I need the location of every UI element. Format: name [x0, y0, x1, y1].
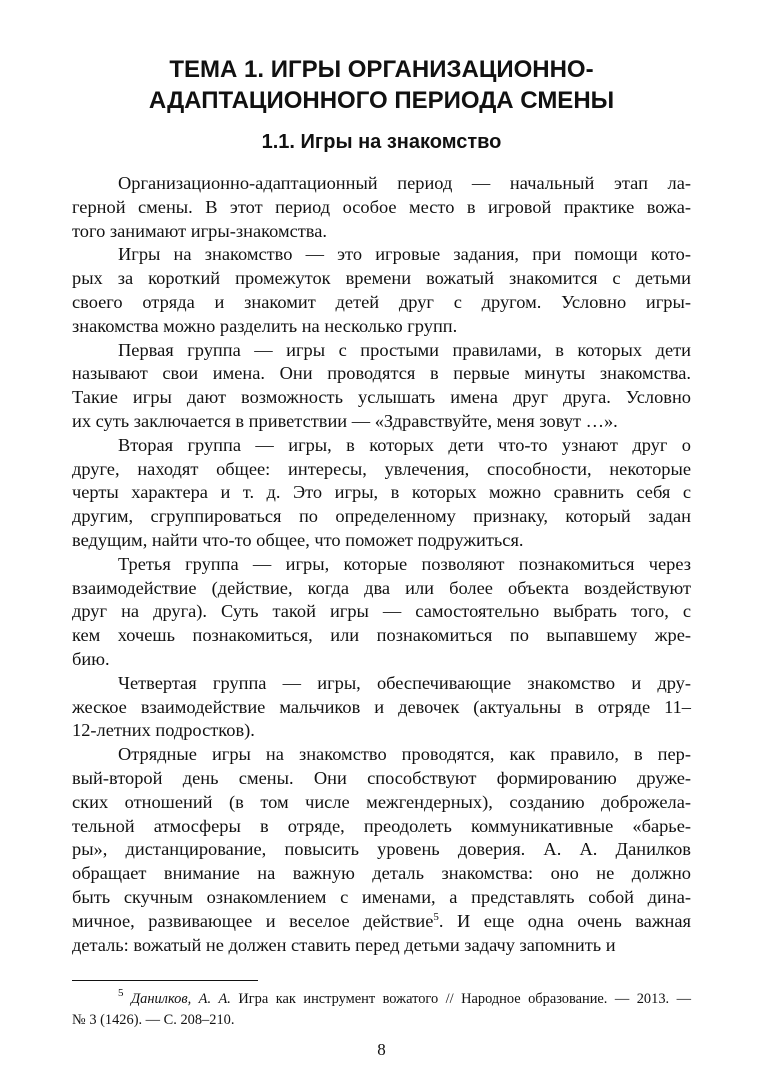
footnote-divider [72, 980, 258, 981]
text-line: своего отряда и знакомит детей друг с другом. Условно игры- [72, 291, 691, 312]
text-line: знакомства можно разделить на несколько групп. [72, 315, 458, 336]
footnote-line-2: № 3 (1426). — С. 208–210. [72, 1012, 235, 1028]
section-title: 1.1. Игры на знакомство [261, 131, 502, 153]
text-line: ских отношений (в том числе межгендерных), созданию доброжела- [72, 791, 691, 812]
footnote-reference[interactable]: 5 [433, 910, 439, 923]
text-line: кем хочешь познакомиться, или познакомиться по выпавшему жре- [72, 625, 691, 646]
text-line: Первая группа — игры с простыми правилами, в которых дети [118, 339, 691, 360]
footnote-author: Данилков, А. А. [130, 991, 231, 1007]
text-line: 12-летних подростков). [72, 720, 255, 741]
text-line: бию. [72, 648, 110, 669]
text-line: Отрядные игры на знакомство проводятся, как правило, в пер- [118, 744, 691, 765]
text-line: быть скучным ознакомлением с именами, а представлять собой дина- [72, 886, 691, 907]
text-line: Игры на знакомство — это игровые задания, при помощи кото- [118, 244, 691, 265]
text-line: мичное, развивающее и веселое действие$^5$. И еще одна очень важная [72, 910, 691, 931]
text-line: их суть заключается в приветствии — «Здравствуйте, меня зовут …». [72, 410, 618, 431]
text-line: вый-второй день смены. Они способствуют формированию друже- [72, 767, 691, 788]
footnote-marker: 5 [118, 987, 124, 999]
chapter-title-line-2: АДАПТАЦИОННОГО ПЕРИОДА СМЕНЫ [148, 87, 615, 114]
text-line: ведущим, найти что-то общее, что поможет подружиться. [72, 529, 524, 550]
text-line: того занимают игры-знакомства. [72, 220, 327, 241]
text-line: другим, сгруппироваться по определенному признаку, который задан [72, 506, 691, 527]
text-line: обращает внимание на важную деталь знакомства: оно не должно [72, 863, 691, 884]
chapter-title-line-1: ТЕМА 1. ИГРЫ ОРГАНИЗАЦИОННО- [169, 56, 594, 83]
text-line: черты характера и т. д. Это игры, в которых можно сравнить себя с [72, 482, 691, 503]
text-line: Вторая группа — игры, в которых дети что-то узнают друг о [118, 434, 691, 455]
text-line: рых за короткий промежуток времени вожатый знакомится с детьми [72, 268, 691, 289]
text-line: жеское взаимодействие мальчиков и девочек (актуальны в отряде 11– [72, 696, 691, 717]
text-line: взаимодействие (действие, когда два или более объекта воздействуют [72, 577, 691, 598]
footnote-line-1: $^5$ Данилков, А. А. Игра как инструмент вожатого // Народное образование. — 2013. — [118, 987, 691, 1007]
text-line: деталь: вожатый не должен ставить перед детьми задачу запомнить и [72, 934, 616, 955]
text-line: Четвертая группа — игры, обеспечивающие знакомство и дру- [118, 672, 691, 693]
text-line: Организационно-адаптационный период — начальный этап ла- [118, 173, 691, 193]
text-line: друге, находят общее: интересы, увлечения, способности, некоторые [72, 458, 691, 479]
page-number: 8 [377, 1040, 386, 1059]
text-line: тельной атмосферы в отряде, преодолеть коммуникативные «барье- [72, 815, 691, 836]
text-line: называют свои имена. Они проводятся в первые минуты знакомства. [72, 363, 691, 384]
footnote [72, 989, 691, 1031]
text-line: друг на друга). Суть такой игры — самостоятельно выбрать того, с [72, 601, 691, 622]
text-line: Такие игры дают возможность услышать имена друг друга. Условно [72, 387, 691, 408]
text-line: герной смены. В этот период особое место в игровой практике вожа- [72, 196, 691, 217]
text-line: Третья группа — игры, которые позволяют познакомиться через [118, 553, 691, 574]
body-text [72, 172, 691, 957]
chapter-title [72, 54, 691, 116]
text-line: ры», дистанцирование, повысить уровень доверия. А. А. Данилков [72, 839, 691, 860]
